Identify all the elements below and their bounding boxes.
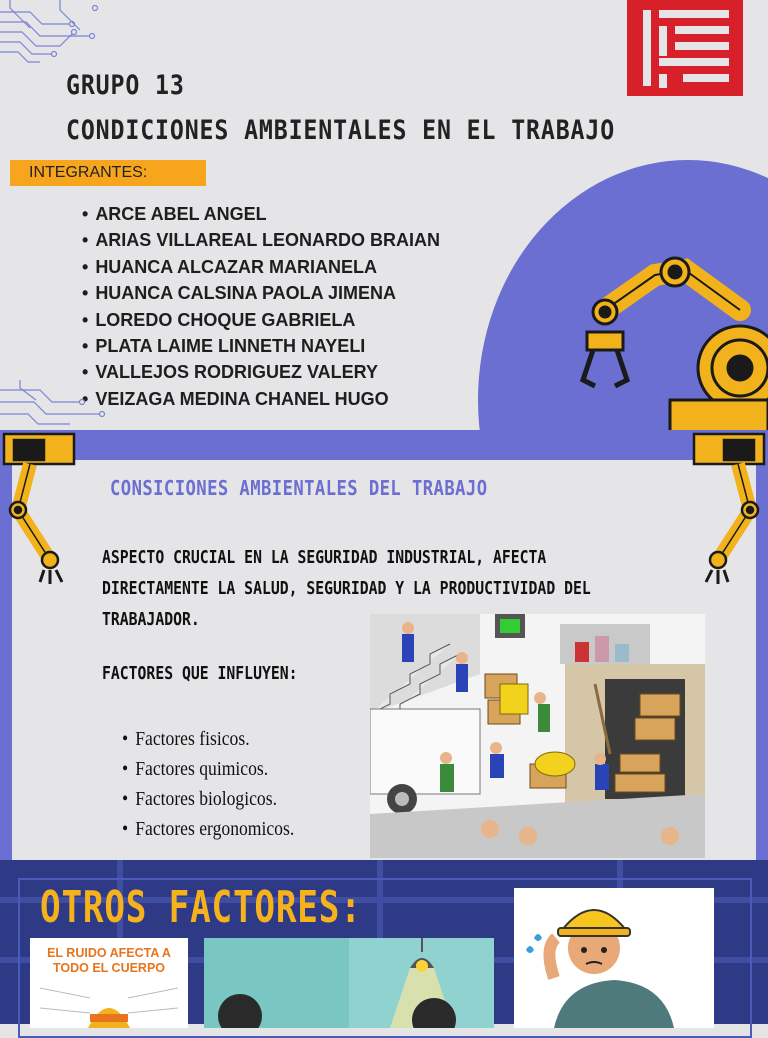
factors-list bbox=[122, 724, 318, 844]
logo-mark bbox=[627, 0, 743, 96]
members-list bbox=[82, 201, 440, 412]
list-item: • VEIZAGA MEDINA CHANEL HUGO bbox=[82, 386, 440, 412]
list-item: • Factores quimicos. bbox=[122, 754, 294, 784]
noise-infographic bbox=[30, 938, 188, 1028]
members-label: INTEGRANTES: bbox=[10, 160, 206, 186]
otros-title: OTROS FACTORES: bbox=[40, 882, 362, 933]
list-item: • Factores biologicos. bbox=[122, 784, 294, 814]
list-item: • LOREDO CHOQUE GABRIELA bbox=[82, 307, 440, 333]
lighting-illustration bbox=[204, 938, 494, 1028]
circuit-lines-icon bbox=[0, 380, 110, 430]
factors-title: FACTORES QUE INFLUYEN: bbox=[102, 663, 298, 684]
list-item: • PLATA LAIME LINNETH NAYELI bbox=[82, 333, 440, 359]
robot-arm-icon bbox=[0, 430, 80, 590]
list-item: • HUANCA CALSINA PAOLA JIMENA bbox=[82, 280, 440, 306]
list-item: • HUANCA ALCAZAR MARIANELA bbox=[82, 254, 440, 280]
list-item: • VALLEJOS RODRIGUEZ VALERY bbox=[82, 359, 440, 385]
robot-arm-icon bbox=[688, 430, 768, 590]
robot-arm-icon bbox=[565, 250, 768, 435]
group-title: GRUPO 13 bbox=[66, 70, 185, 101]
list-item: • ARIAS VILLAREAL LEONARDO BRAIAN bbox=[82, 227, 440, 253]
circuit-lines-icon bbox=[0, 0, 130, 70]
worker-icon bbox=[30, 978, 188, 1028]
list-item: • ARCE ABEL ANGEL bbox=[82, 201, 440, 227]
tired-worker-illustration bbox=[514, 888, 714, 1028]
page-title: CONDICIONES AMBIENTALES EN EL TRABAJO bbox=[66, 115, 616, 146]
noise-heading: EL RUIDO AFECTA A TODO EL CUERPO bbox=[47, 946, 171, 975]
warehouse-illustration bbox=[370, 614, 705, 858]
section-paragraph: ASPECTO CRUCIAL EN LA SEGURIDAD INDUSTRIAL, AFECTA DIRECTAMENTE LA SALUD, SEGURIDAD Y LA PRODUCTIVIDAD DEL TRABAJADOR. bbox=[102, 547, 591, 630]
list-item: • Factores fisicos. bbox=[122, 724, 294, 754]
list-item: • Factores ergonomicos. bbox=[122, 814, 294, 844]
section-title: CONSICIONES AMBIENTALES DEL TRABAJO bbox=[110, 476, 488, 500]
